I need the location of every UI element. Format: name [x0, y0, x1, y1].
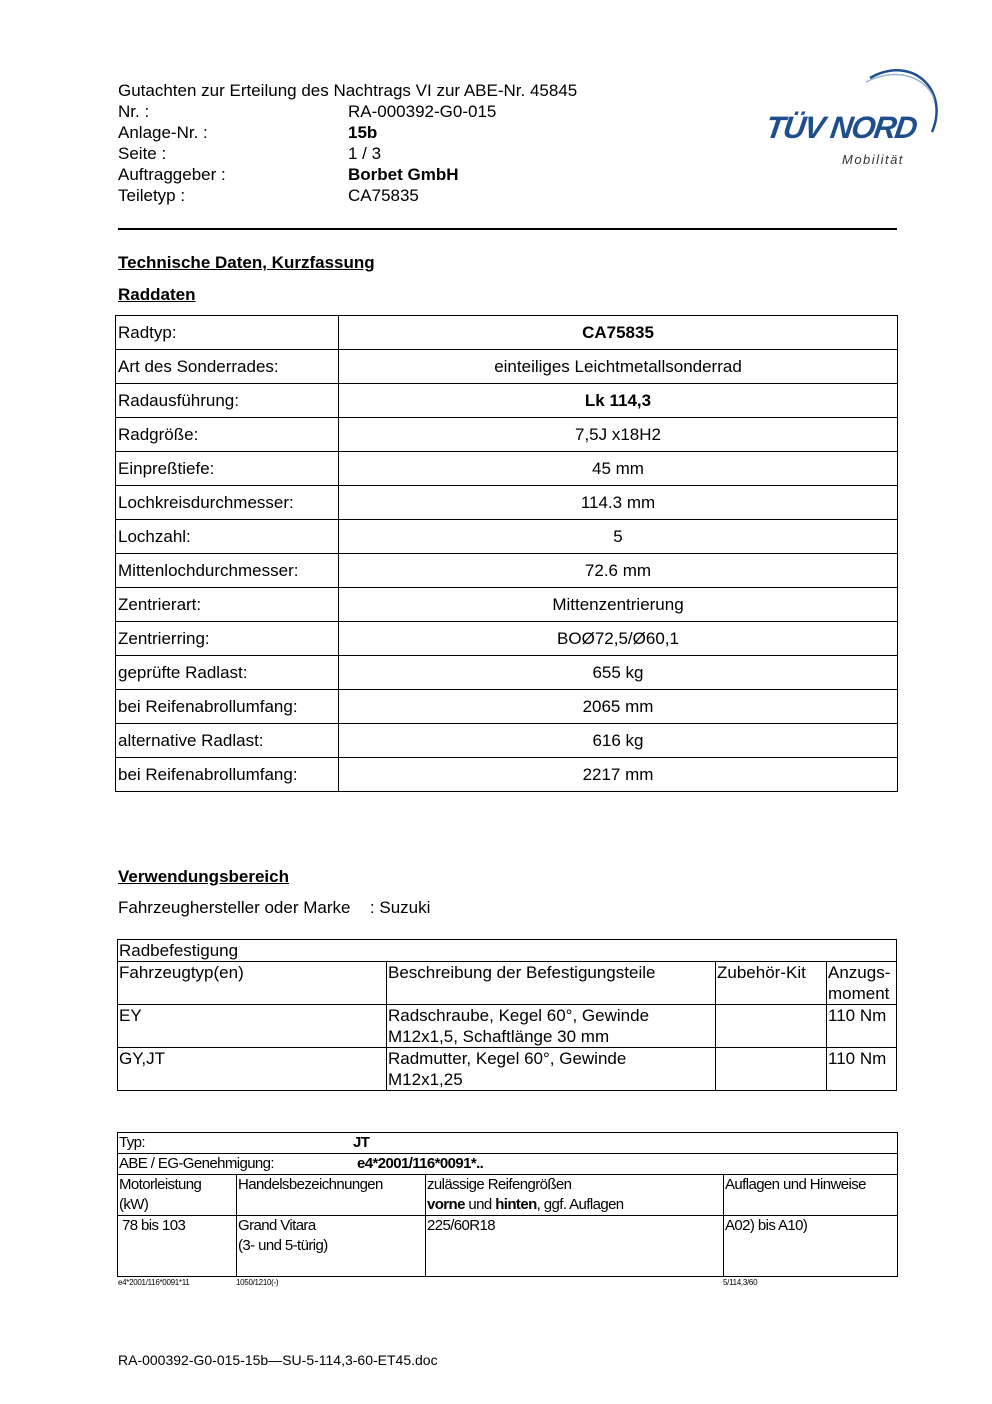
row-label: bei Reifenabrollumfang:: [116, 690, 339, 724]
table-row: [116, 384, 898, 418]
row-label: alternative Radlast:: [116, 724, 339, 758]
table-row: [116, 418, 898, 452]
section-heading-verwendungsbereich: Verwendungsbereich: [118, 867, 289, 886]
table-row: [116, 554, 898, 588]
header-moment: moment: [828, 984, 890, 1003]
row-beschreibung-line2: M12x1,5, Schaftlänge 30 mm: [388, 1027, 610, 1046]
typ-row: [118, 1133, 898, 1154]
row-label: Lochzahl:: [116, 520, 339, 554]
teiletyp-label: Teiletyp :: [118, 186, 186, 205]
row-value: einteiliges Leichtmetallsonderrad: [339, 350, 898, 384]
table-header-row: [118, 962, 897, 1005]
row-value: 45 mm: [339, 452, 898, 486]
table-row: [118, 1216, 898, 1277]
row-fahrzeugtyp: GY,JT: [118, 1048, 387, 1091]
row-value: 7,5J x18H2: [339, 418, 898, 452]
tiny-code-abe: e4*2001/116*0091*11: [118, 1278, 190, 1287]
table-row: [116, 588, 898, 622]
header-row-seite: [118, 143, 577, 164]
row-value: 2065 mm: [339, 690, 898, 724]
hersteller-line: [118, 898, 430, 918]
row-beschreibung-line1: Radmutter, Kegel 60°, Gewinde: [388, 1049, 627, 1068]
row-value: Mittenzentrierung: [339, 588, 898, 622]
row-zubehoer-kit: [716, 1005, 827, 1048]
header-row-anlage: [118, 122, 577, 143]
table-row: [116, 452, 898, 486]
row-label: Radgröße:: [116, 418, 339, 452]
row-label: Zentrierart:: [116, 588, 339, 622]
row-handelsbezeichnung: [237, 1216, 426, 1277]
anlage-value: 15b: [348, 123, 378, 142]
row-beschreibung-line1: Radschraube, Kegel 60°, Gewinde: [388, 1006, 650, 1025]
row-value: Lk 114,3: [339, 384, 898, 418]
hersteller-label: Fahrzeughersteller oder Marke: [118, 898, 351, 917]
typ-table: [117, 1132, 898, 1277]
radbefestigung-table: [117, 939, 897, 1091]
row-reifengroesse: 225/60R18: [426, 1216, 724, 1277]
table-row: [116, 758, 898, 792]
row-beschreibung-line2: M12x1,25: [388, 1070, 463, 1089]
row-label: bei Reifenabrollumfang:: [116, 758, 339, 792]
abe-label: ABE / EG-Genehmigung:: [119, 1155, 274, 1172]
row-value: 72.6 mm: [339, 554, 898, 588]
header-und: und: [464, 1196, 496, 1213]
typ-value: JT: [353, 1134, 370, 1151]
section-heading-technische-daten: Technische Daten, Kurzfassung: [118, 253, 375, 272]
row-handelsbezeichnung-line1: Grand Vitara: [238, 1217, 316, 1234]
header-motorleistung-line2: (kW): [119, 1196, 149, 1213]
nr-label: Nr. :: [118, 102, 150, 121]
row-value: CA75835: [339, 316, 898, 350]
table-row: [116, 520, 898, 554]
header-reifengroessen-line1: zulässige Reifengrößen: [427, 1176, 572, 1193]
auftraggeber-value: Borbet GmbH: [348, 165, 459, 184]
row-value: 5: [339, 520, 898, 554]
row-label: Radtyp:: [116, 316, 339, 350]
row-label: Zentrierring:: [116, 622, 339, 656]
anlage-label: Anlage-Nr. :: [118, 123, 208, 142]
row-auflagen: A02) bis A10): [724, 1216, 898, 1277]
header-row-nr: [118, 101, 577, 122]
tiny-code-lochkreis: 5/114,3/60: [723, 1278, 758, 1287]
raddaten-table: [115, 315, 898, 792]
row-label: Mittenlochdurchmesser:: [116, 554, 339, 588]
row-beschreibung: [387, 1048, 716, 1091]
row-value: BOØ72,5/Ø60,1: [339, 622, 898, 656]
header-motorleistung-line1: Motorleistung: [119, 1176, 202, 1193]
hersteller-value: Suzuki: [379, 898, 431, 917]
row-fahrzeugtyp: EY: [118, 1005, 387, 1048]
report-title: Gutachten zur Erteilung des Nachtrags VI zur ABE-Nr. 45845: [118, 81, 578, 100]
table-row: [116, 690, 898, 724]
document-header: [118, 80, 577, 206]
header-beschreibung: Beschreibung der Befestigungsteile: [387, 962, 716, 1005]
header-motorleistung: [118, 1175, 237, 1216]
row-label: Einpreßtiefe:: [116, 452, 339, 486]
header-handelsbezeichnungen: Handelsbezeichnungen: [237, 1175, 426, 1216]
header-reifengroessen-line2: [427, 1195, 722, 1215]
header-divider: [118, 228, 897, 230]
tiny-code-gewicht: 1050/1210(-): [236, 1278, 279, 1287]
abe-cell: [118, 1154, 898, 1175]
table-row: [116, 350, 898, 384]
header-ggf-auflagen: , ggf. Auflagen: [536, 1196, 624, 1213]
header-hinten: hinten: [495, 1196, 537, 1213]
row-value: 655 kg: [339, 656, 898, 690]
seite-label: Seite :: [118, 144, 167, 163]
radbefestigung-title: Radbefestigung: [118, 940, 897, 962]
header-vorne: vorne: [427, 1196, 465, 1213]
table-row: [116, 486, 898, 520]
header-row-auftraggeber: [118, 164, 577, 185]
hersteller-separator: :: [369, 898, 375, 917]
document-footer-filename: RA-000392-G0-015-15b—SU-5-114,3-60-ET45.doc: [118, 1352, 438, 1368]
tuev-nord-logo: [762, 60, 942, 172]
row-beschreibung: [387, 1005, 716, 1048]
table-header-row: [118, 1175, 898, 1216]
header-row-teiletyp: [118, 185, 577, 206]
row-handelsbezeichnung-line2: (3- und 5-türig): [238, 1237, 328, 1254]
teiletyp-value: CA75835: [348, 186, 419, 205]
row-value: 114.3 mm: [339, 486, 898, 520]
table-row: [116, 656, 898, 690]
header-reifengroessen: [426, 1175, 724, 1216]
table-row: [118, 1048, 897, 1091]
logo-brand: TÜV NORD: [763, 110, 919, 145]
row-anzugsmoment: 110 Nm: [827, 1048, 897, 1091]
row-label: geprüfte Radlast:: [116, 656, 339, 690]
typ-cell: [118, 1133, 898, 1154]
row-label: Lochkreisdurchmesser:: [116, 486, 339, 520]
row-value: 2217 mm: [339, 758, 898, 792]
row-value: 616 kg: [339, 724, 898, 758]
nr-value: RA-000392-G0-015: [348, 102, 497, 121]
table-row: [116, 724, 898, 758]
row-label: Radausführung:: [116, 384, 339, 418]
typ-label: Typ:: [119, 1134, 145, 1151]
table-row: [116, 622, 898, 656]
table-row: [118, 1005, 897, 1048]
header-zubehoer-kit: Zubehör-Kit: [716, 962, 827, 1005]
table-title-row: [118, 940, 897, 962]
header-fahrzeugtyp: Fahrzeugtyp(en): [118, 962, 387, 1005]
header-anzugs: Anzugs-: [828, 963, 891, 982]
table-row: [116, 316, 898, 350]
row-label: Art des Sonderrades:: [116, 350, 339, 384]
auftraggeber-label: Auftraggeber :: [118, 165, 226, 184]
row-anzugsmoment: 110 Nm: [827, 1005, 897, 1048]
header-auflagen: Auflagen und Hinweise: [724, 1175, 898, 1216]
abe-value: e4*2001/116*0091*..: [357, 1155, 484, 1172]
header-anzugsmoment: [827, 962, 897, 1005]
abe-row: [118, 1154, 898, 1175]
row-zubehoer-kit: [716, 1048, 827, 1091]
section-heading-raddaten: Raddaten: [118, 285, 196, 304]
row-motorleistung: 78 bis 103: [118, 1216, 237, 1277]
logo-subtitle: Mobilität: [842, 152, 904, 167]
seite-value: 1 / 3: [348, 144, 382, 163]
